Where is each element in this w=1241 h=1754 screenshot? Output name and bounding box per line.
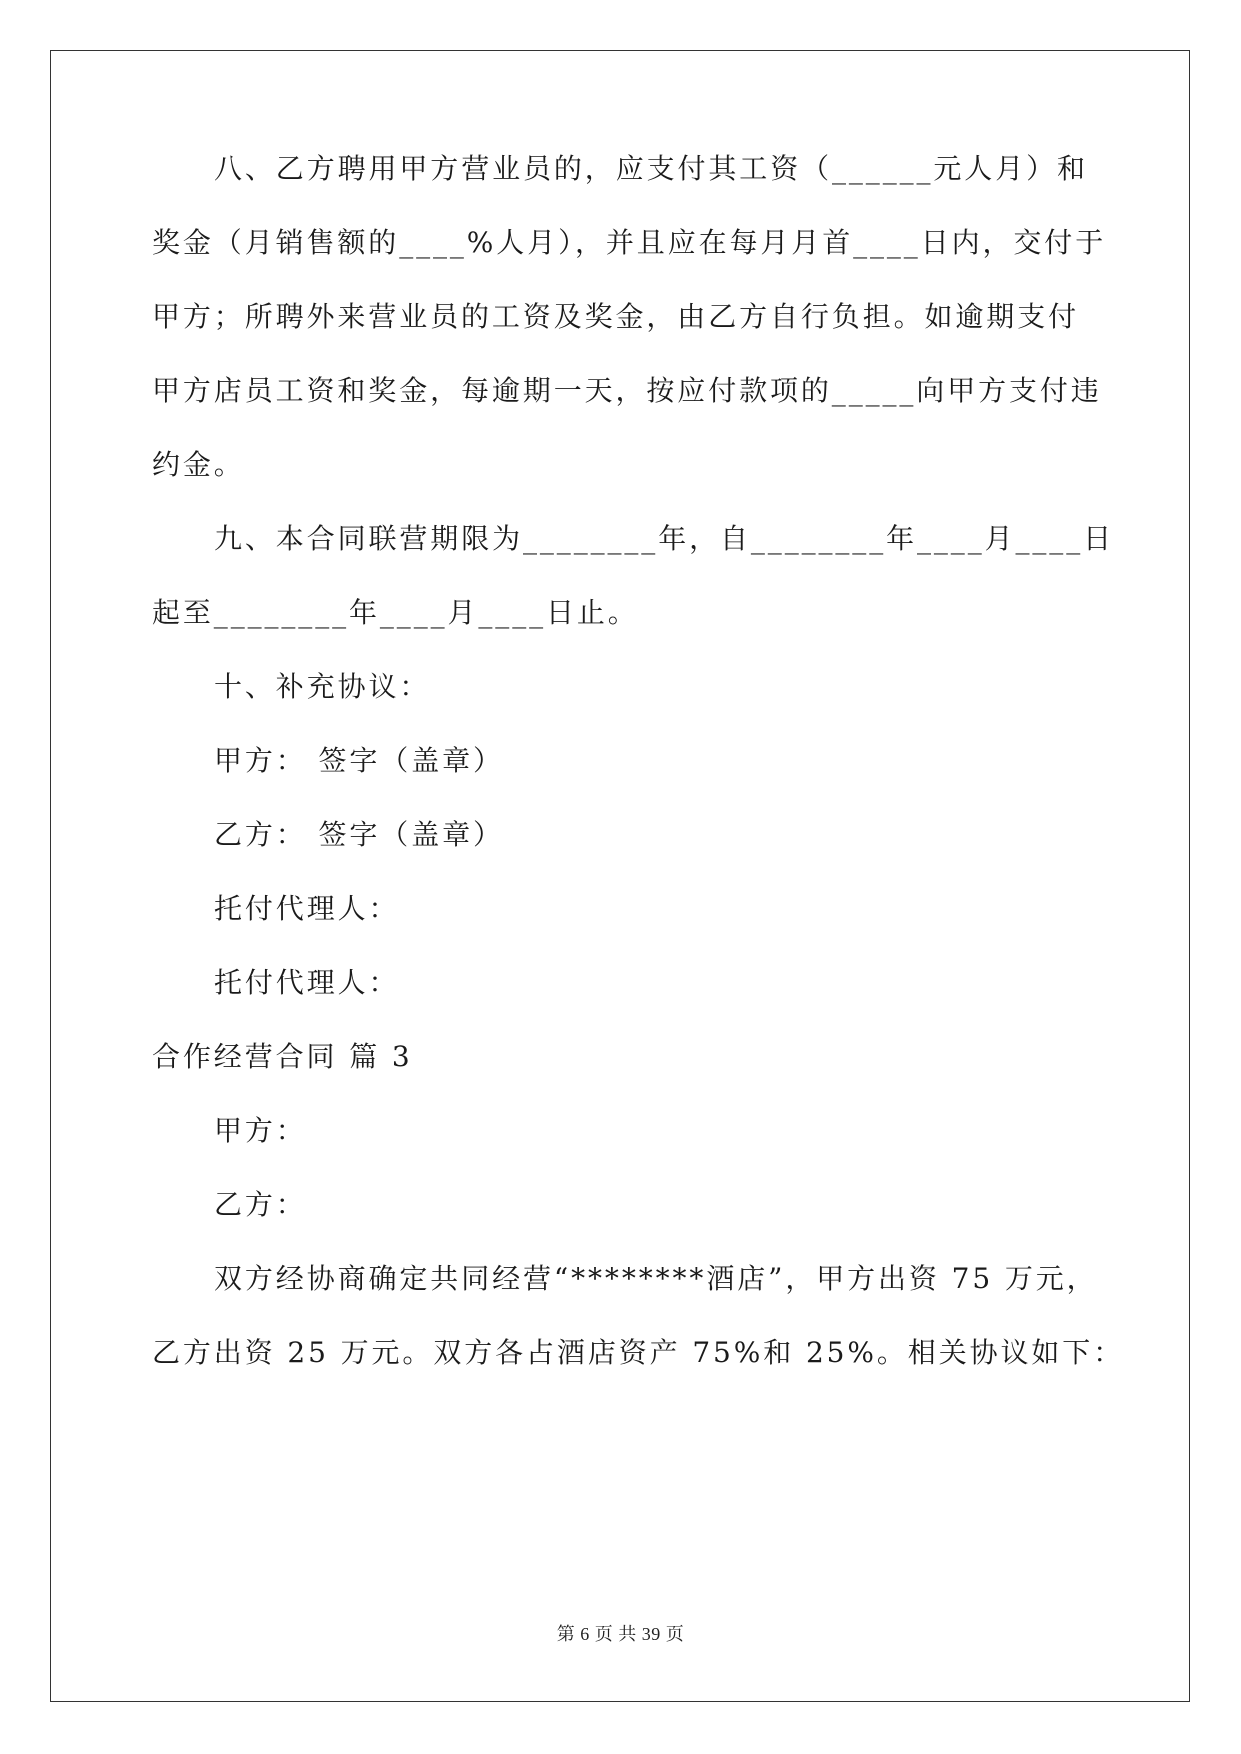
agreement-line-2: 乙方出资 25 万元。双方各占酒店资产 75%和 25%。相关协议如下： <box>152 1336 1125 1369</box>
section-heading: 合作经营合同 篇 3 <box>152 1040 413 1073</box>
agreement-line-1: 双方经协商确定共同经营“********酒店”，甲方出资 75 万元， <box>214 1262 1098 1295</box>
agent-line-2: 托付代理人： <box>214 966 400 999</box>
paragraph-9-line-2: 起至________年____月____日止。 <box>152 596 639 629</box>
paragraph-8-line-2: 奖金（月销售额的____%人月），并且应在每月月首____日内，交付于 <box>152 226 1107 259</box>
agent-line-1: 托付代理人： <box>214 892 400 925</box>
paragraph-8-line-1: 八、乙方聘用甲方营业员的，应支付其工资（______元人月）和 <box>214 152 1088 185</box>
party-a-label: 甲方： <box>214 1114 307 1147</box>
paragraph-8-line-5: 约金。 <box>152 448 245 481</box>
paragraph-8-line-4: 甲方店员工资和奖金，每逾期一天，按应付款项的_____向甲方支付违 <box>152 374 1102 407</box>
paragraph-10: 十、补充协议： <box>214 670 431 703</box>
party-a-signature: 甲方： 签字（盖章） <box>214 744 504 777</box>
paragraph-9-line-1: 九、本合同联营期限为________年，自________年____月____日 <box>214 522 1115 555</box>
party-b-signature: 乙方： 签字（盖章） <box>214 818 504 851</box>
page-number-footer: 第 6 页 共 39 页 <box>556 1624 685 1644</box>
party-b-label: 乙方： <box>214 1188 307 1221</box>
page-border <box>50 50 1190 1702</box>
paragraph-8-line-3: 甲方；所聘外来营业员的工资及奖金，由乙方自行负担。如逾期支付 <box>152 300 1080 333</box>
